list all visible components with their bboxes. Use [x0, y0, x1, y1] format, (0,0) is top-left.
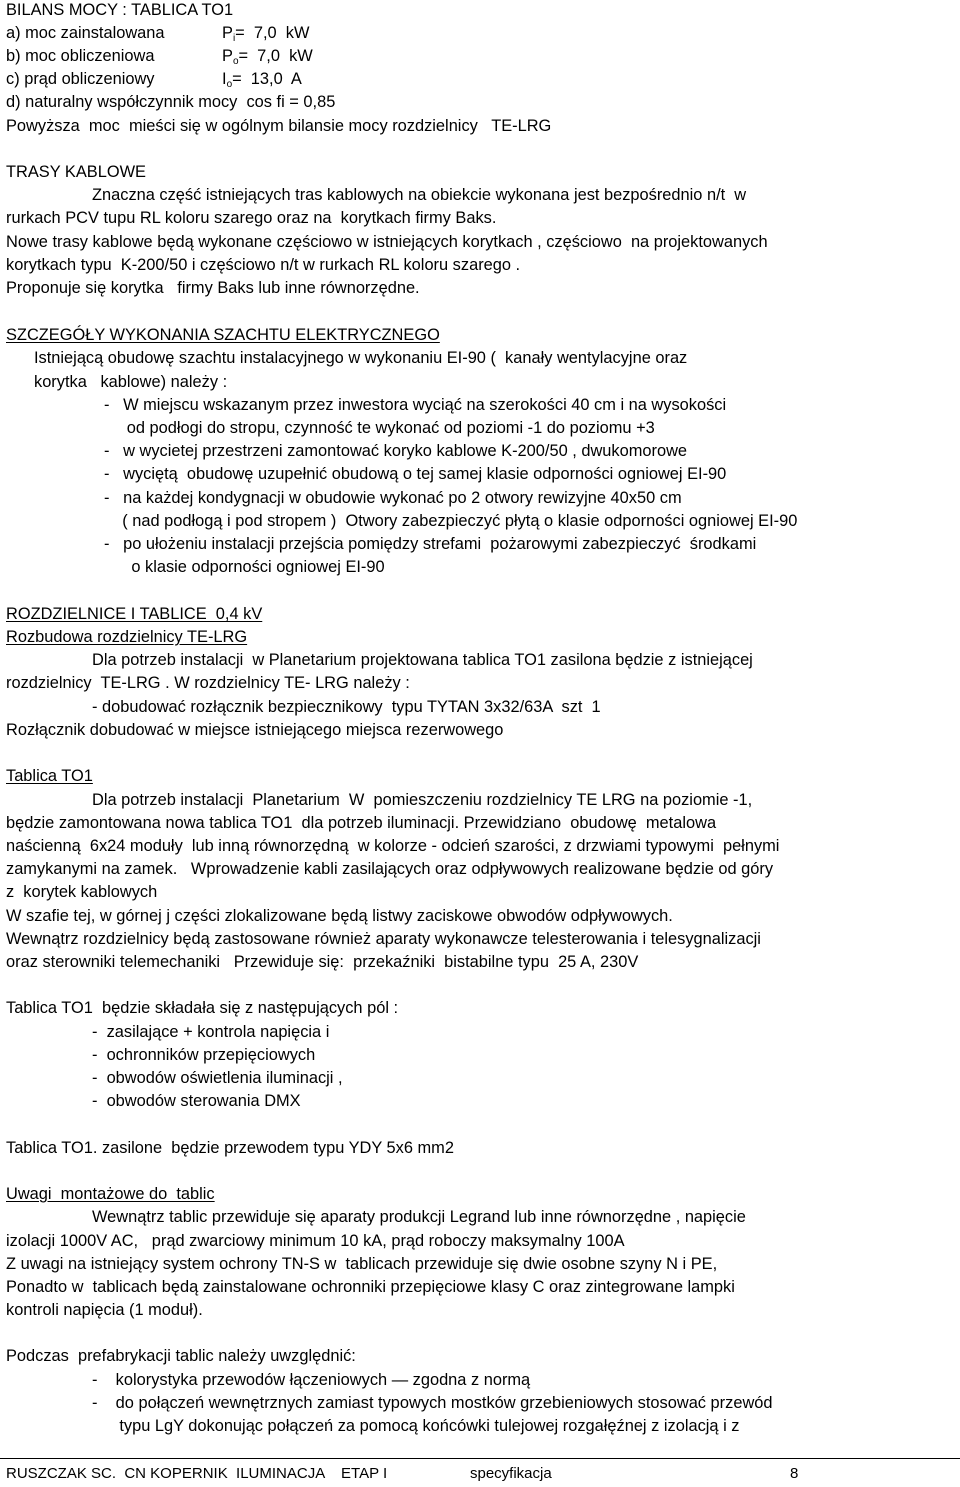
- trasy-line: rurkach PCV tupu RL koloru szarego oraz na korytkach firmy Baks.: [6, 209, 497, 227]
- bilans-a-label: a) moc zainstalowana: [6, 24, 165, 42]
- rozdzielnice-line: rozdzielnicy TE-LRG . W rozdzielnicy TE- LRG należy :: [6, 674, 410, 692]
- tablica-line: Wewnątrz rozdzielnicy będą zastosowane również aparaty wykonawcze telesterowania i telesygnalizacji: [6, 930, 761, 948]
- footer-section: specyfikacja: [470, 1465, 552, 1482]
- trasy-line: Nowe trasy kablowe będą wykonane częściowo w istniejących korytkach , częściowo na projektowanych: [6, 233, 768, 251]
- bilans-title: BILANS MOCY : TABLICA TO1: [6, 1, 234, 19]
- uwagi-line: izolacji 1000V AC, prąd zwarciowy minimum 10 kA, prąd roboczy maksymalny 100A: [6, 1232, 625, 1250]
- szacht-item: - w wycietej przestrzeni zamontować koryko kablowe K-200/50 , dwukomorowe: [104, 442, 688, 460]
- tablica-pole: - obwodów oświetlenia iluminacji ,: [92, 1069, 343, 1087]
- szacht-intro: Istniejącą obudowę szachtu instalacyjnego w wykonaniu EI-90 ( kanały wentylacyjne oraz: [34, 349, 688, 367]
- bilans-c-symbol: $I_o= 13,0$ A: [222, 70, 302, 90]
- prefabrykacja-heading: Podczas prefabrykacji tablic należy uwzględnić:: [6, 1347, 356, 1365]
- bilans-d: d) naturalny współczynnik mocy cos fi = 0,85: [6, 93, 336, 111]
- tablica-line: będzie zamontowana nowa tablica TO1 dla potrzeb iluminacji. Przewidziano obudowę metalowa: [6, 814, 717, 832]
- szacht-item: o klasie odporności ogniowej EI-90: [104, 558, 385, 576]
- prefabrykacja-item: - kolorystyka przewodów łączeniowych — zgodna z normą: [92, 1371, 531, 1389]
- bilans-summary: Powyższa moc mieści się w ogólnym bilansie mocy rozdzielnicy TE-LRG: [6, 117, 552, 135]
- uwagi-line: Ponadto w tablicach będą zainstalowane ochronniki przepięciowe klasy C oraz zintegrowane lampki: [6, 1278, 735, 1296]
- uwagi-line: Z uwagi na istniejący system ochrony TN-S w tablicach przewiduje się dwie osobne szyny N i PE,: [6, 1255, 718, 1273]
- tablica-line: naścienną 6x24 moduły lub inną równorzędną w kolorze - odcień szarości, z drzwiami typowymi pełnymi: [6, 837, 780, 855]
- tablica-pole: - zasilające + kontrola napięcia i: [92, 1023, 330, 1041]
- rozdzielnice-subheading: Rozbudowa rozdzielnicy TE-LRG: [6, 628, 248, 646]
- szacht-item: od podłogi do stropu, czynność te wykonać od poziomi -1 do poziomu +3: [104, 419, 655, 437]
- uwagi-line: kontroli napięcia (1 moduł).: [6, 1301, 203, 1319]
- prefabrykacja-item: typu LgY dokonując połączeń za pomocą końcówki tulejowej rozgałęźnej z izolacją i z: [92, 1417, 740, 1435]
- bilans-a-symbol: $P_i= 7,0$ kW: [222, 24, 310, 44]
- tablica-pole: - obwodów sterowania DMX: [92, 1092, 301, 1110]
- szacht-heading: SZCZEGÓŁY WYKONANIA SZACHTU ELEKTRYCZNEGO: [6, 326, 440, 344]
- footer-divider: [0, 1458, 960, 1459]
- footer-left: RUSZCZAK SC. CN KOPERNIK ILUMINACJA ETAP I: [6, 1465, 388, 1482]
- rozdzielnice-line: Dla potrzeb instalacji w Planetarium projektowana tablica TO1 zasilona będzie z istniejącej: [92, 651, 753, 669]
- tablica-line: Dla potrzeb instalacji Planetarium W pomieszczeniu rozdzielnicy TE LRG na poziomie -1,: [92, 791, 753, 809]
- szacht-item: - na każdej kondygnacji w obudowie wykonać po 2 otwory rewizyjne 40x50 cm: [104, 489, 682, 507]
- bilans-b-symbol: $P_o= 7,0$ kW: [222, 47, 313, 67]
- uwagi-line: Wewnątrz tablic przewiduje się aparaty produkcji Legrand lub inne równorzędne , napięcie: [92, 1208, 746, 1226]
- page-number: 8: [790, 1465, 799, 1482]
- bilans-b-label: b) moc obliczeniowa: [6, 47, 155, 65]
- bilans-c-label: c) prąd obliczeniowy: [6, 70, 155, 88]
- tablica-pola-heading: Tablica TO1 będzie składała się z następujących pól :: [6, 999, 399, 1017]
- trasy-heading: TRASY KABLOWE: [6, 163, 146, 181]
- tablica-pole: - ochronników przepięciowych: [92, 1046, 316, 1064]
- szacht-item: - po ułożeniu instalacji przejścia pomiędzy strefami pożarowymi zabezpieczyć środkami: [104, 535, 757, 553]
- tablica-line: W szafie tej, w górnej j części zlokalizowane będą listwy zaciskowe obwodów odpływowych.: [6, 907, 673, 925]
- szacht-intro: korytka kablowe) należy :: [34, 373, 228, 391]
- tablica-line: z korytek kablowych: [6, 883, 158, 901]
- tablica-zasilanie: Tablica TO1. zasilone będzie przewodem typu YDY 5x6 mm2: [6, 1139, 454, 1157]
- tablica-line: zamykanymi na zamek. Wprowadzenie kabli zasilających oraz odpływowych realizowane będzie od góry: [6, 860, 774, 878]
- trasy-line: Znaczna część istniejących tras kablowych na obiekcie wykonana jest bezpośrednio n/t w: [92, 186, 747, 204]
- trasy-line: korytkach typu K-200/50 i częściowo n/t w rurkach RL koloru szarego .: [6, 256, 521, 274]
- tablica-line: oraz sterowniki telemechaniki Przewiduje się: przekaźniki bistabilne typu 25 A, 230V: [6, 953, 639, 971]
- trasy-line: Proponuje się korytka firmy Baks lub inne równorzędne.: [6, 279, 420, 297]
- tablica-heading: Tablica TO1: [6, 767, 93, 785]
- rozdzielnice-line: Rozłącznik dobudować w miejsce istniejącego miejsca rezerwowego: [6, 721, 504, 739]
- rozdzielnice-heading: ROZDZIELNICE I TABLICE 0,4 kV: [6, 605, 263, 623]
- szacht-item: ( nad podłogą i pod stropem ) Otwory zabezpieczyć płytą o klasie odporności ogniowej EI-90: [104, 512, 798, 530]
- rozdzielnice-line: - dobudować rozłącznik bezpiecznikowy typu TYTAN 3x32/63A szt 1: [92, 698, 601, 716]
- szacht-item: - wyciętą obudowę uzupełnić obudową o tej samej klasie odporności ogniowej EI-90: [104, 465, 727, 483]
- szacht-item: - W miejscu wskazanym przez inwestora wyciąć na szerokości 40 cm i na wysokości: [104, 396, 727, 414]
- uwagi-heading: Uwagi montażowe do tablic: [6, 1185, 215, 1203]
- prefabrykacja-item: - do połączeń wewnętrznych zamiast typowych mostków grzebieniowych stosować przewód: [92, 1394, 773, 1412]
